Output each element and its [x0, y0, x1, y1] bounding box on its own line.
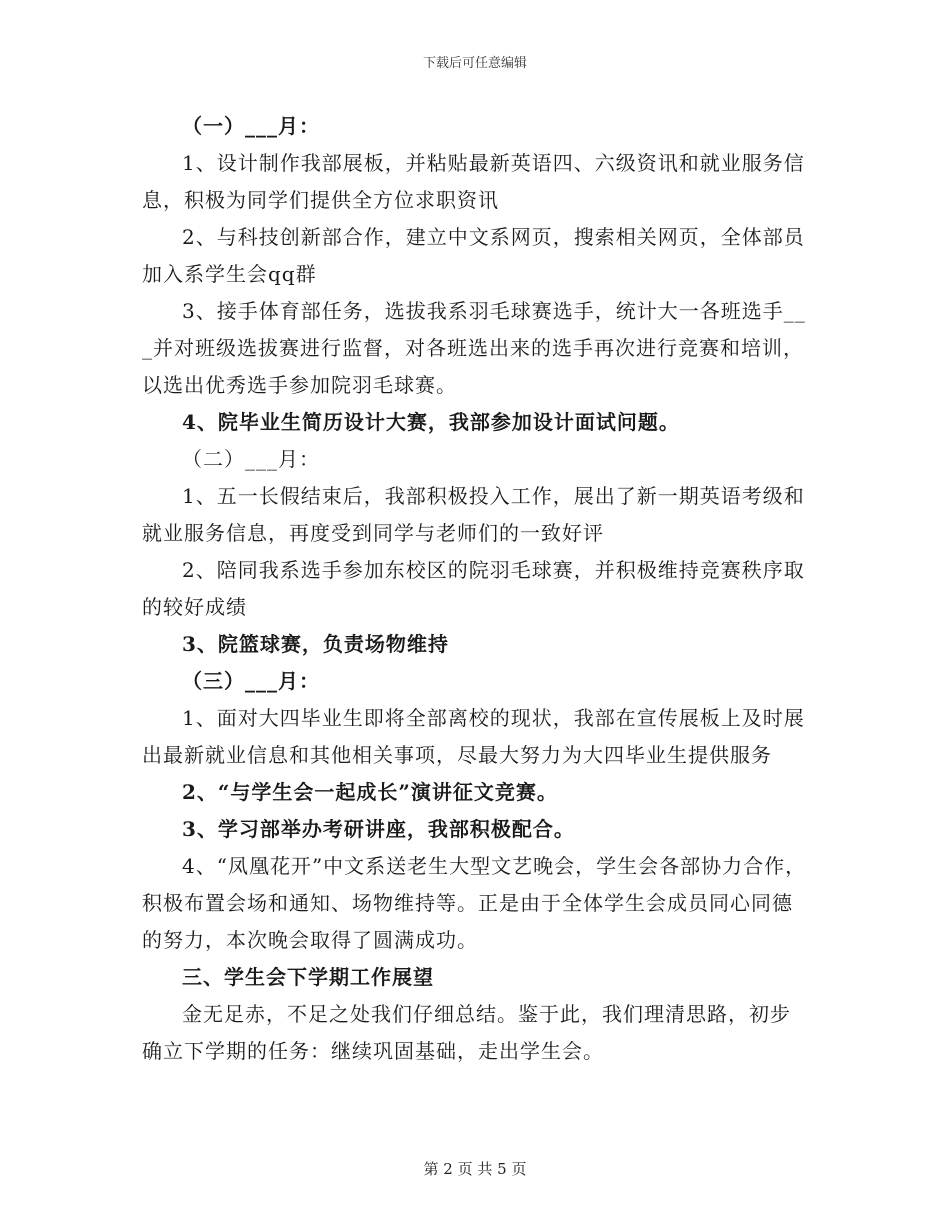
paragraph: 2、与科技创新部合作，建立中文系网页，搜索相关网页，全体部员加入系学生会qq群 [142, 225, 805, 286]
section-heading-1: （一）___月： [182, 114, 320, 138]
paragraph-bold: 2、“与学生会一起成长”演讲征文竞赛。 [182, 780, 558, 804]
paragraph: 1、面对大四毕业生即将全部离校的现状，我部在宣传展板上及时展出最新就业信息和其他相关事项，尽最大努力为大四毕业生提供服务 [142, 706, 805, 767]
paragraph: 金无足赤，不足之处我们仔细总结。鉴于此，我们理清思路，初步确立下学期的任务：继续巩固基础，走出学生会。 [142, 1002, 791, 1063]
paragraph: 2、陪同我系选手参加东校区的院羽毛球赛，并积极维持竞赛秩序取的较好成绩 [142, 558, 805, 619]
paragraph-bold: 4、院毕业生简历设计大赛，我部参加设计面试问题。 [182, 410, 680, 434]
document-body [142, 108, 810, 1070]
paragraph-bold: 3、学习部举办考研讲座，我部积极配合。 [182, 817, 575, 841]
section-heading-3: （三）___月： [182, 669, 320, 693]
section-heading-2: （二）___月： [182, 447, 320, 471]
paragraph: 1、五一长假结束后，我部积极投入工作，展出了新一期英语考级和就业服务信息，再度受到同学与老师们的一致好评 [142, 484, 805, 545]
paragraph: 4、“凤凰花开”中文系送老生大型文艺晚会，学生会各部协力合作，积极布置会场和通知、场物维持等。正是由于全体学生会成员同心同德的努力，本次晚会取得了圆满成功。 [142, 854, 807, 952]
header-note: 下载后可任意编辑 [422, 56, 527, 71]
page-number-footer: 第 2 页 共 5 页 [423, 1160, 527, 1178]
paragraph: 3、接手体育部任务，选拔我系羽毛球赛选手，统计大一各班选手___并对班级选拔赛进行监督，对各班选出来的选手再次进行竞赛和培训，以选出优秀选手参加院羽毛球赛。 [142, 299, 806, 397]
paragraph: 1、设计制作我部展板，并粘贴最新英语四、六级资讯和就业服务信息，积极为同学们提供全方位求职资讯 [142, 151, 805, 212]
paragraph-bold: 3、院篮球赛，负责场物维持 [182, 632, 449, 656]
section-heading-outlook: 三、学生会下学期工作展望 [182, 965, 434, 989]
